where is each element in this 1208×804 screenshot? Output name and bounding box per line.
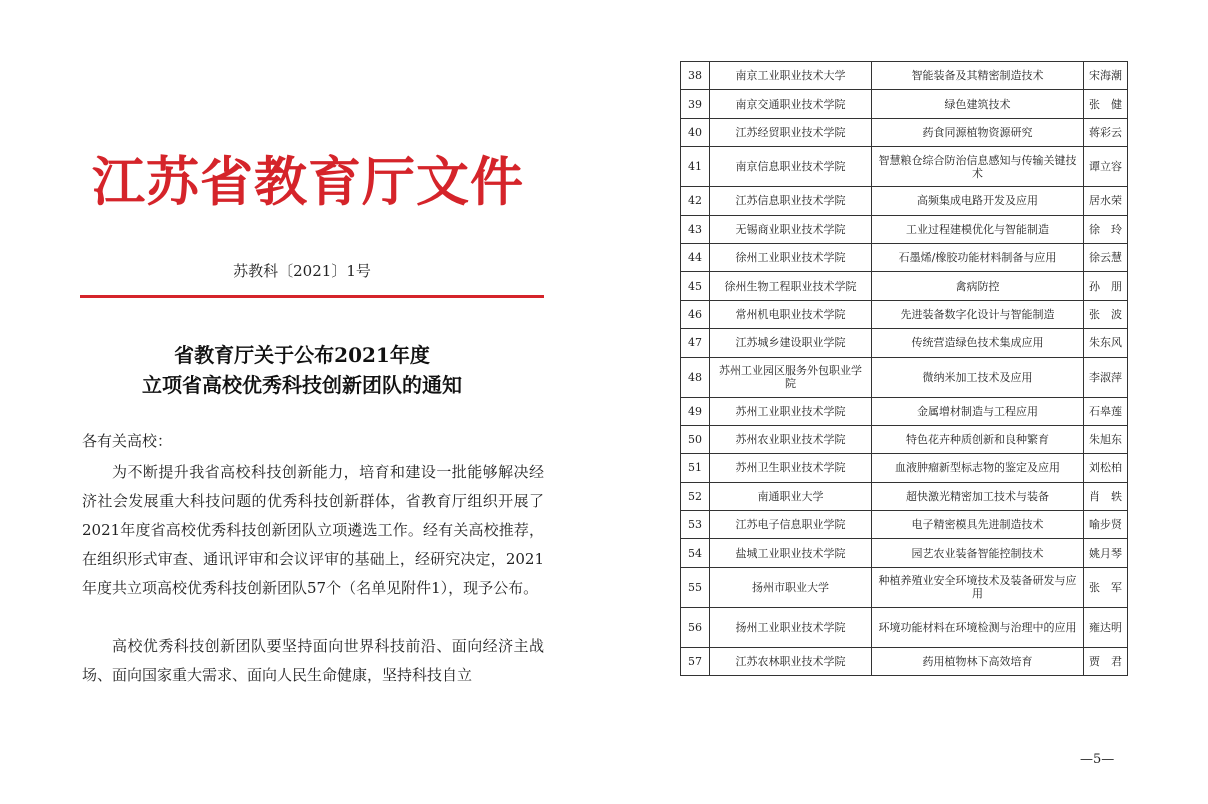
school-name: 江苏信息职业技术学院 <box>710 187 872 215</box>
project-name: 园艺农业装备智能控制技术 <box>872 539 1084 567</box>
table-row <box>681 607 1128 647</box>
table-row <box>681 397 1128 425</box>
row-number: 51 <box>681 454 710 482</box>
team-leader: 蒋彩云 <box>1084 118 1128 146</box>
document-header-title: 江苏省教育厅文件 <box>92 152 524 213</box>
project-name: 石墨烯/橡胶功能材料制备与应用 <box>872 243 1084 271</box>
table-row <box>681 62 1128 90</box>
document-number: 苏教科〔2021〕1号 <box>233 262 371 280</box>
school-name: 南通职业大学 <box>710 482 872 510</box>
row-number: 39 <box>681 90 710 118</box>
table-row <box>681 243 1128 271</box>
school-name: 扬州市职业大学 <box>710 567 872 607</box>
notice-title <box>0 340 604 400</box>
table-row <box>681 482 1128 510</box>
team-table-body <box>681 62 1128 676</box>
team-leader: 张 健 <box>1084 90 1128 118</box>
row-number: 44 <box>681 243 710 271</box>
team-leader: 贾 君 <box>1084 647 1128 675</box>
project-name: 传统营造绿色技术集成应用 <box>872 329 1084 357</box>
school-name: 南京信息职业技术学院 <box>710 147 872 187</box>
team-leader: 张 军 <box>1084 567 1128 607</box>
school-name: 苏州工业园区服务外包职业学院 <box>710 357 872 397</box>
school-name: 南京交通职业技术学院 <box>710 90 872 118</box>
team-leader: 肖 轶 <box>1084 482 1128 510</box>
project-name: 特色花卉种质创新和良种繁育 <box>872 425 1084 453</box>
project-name: 药用植物林下高效培育 <box>872 647 1084 675</box>
team-leader: 朱旭东 <box>1084 425 1128 453</box>
body-paragraph-1: 为不断提升我省高校科技创新能力，培育和建设一批能够解决经济社会发展重大科技问题的优秀科技创新群体，省教育厅组织开展了2021年度省高校优秀科技创新团队立项遴选工作。经有关高校推荐，在组织形式审查、通讯评审和会议评审的基础上，经研究决定，2021年度共立项高校优秀科技创新团队57个（名单见附件1），现予公布。 <box>82 463 544 597</box>
project-name: 智能装备及其精密制造技术 <box>872 62 1084 90</box>
table-row <box>681 511 1128 539</box>
row-number: 38 <box>681 62 710 90</box>
project-name: 环境功能材料在环境检测与治理中的应用 <box>872 607 1084 647</box>
row-number: 43 <box>681 215 710 243</box>
innovation-team-table <box>680 61 1128 676</box>
project-name: 血液肿瘤新型标志物的鉴定及应用 <box>872 454 1084 482</box>
school-name: 扬州工业职业技术学院 <box>710 607 872 647</box>
table-row <box>681 357 1128 397</box>
school-name: 江苏农林职业技术学院 <box>710 647 872 675</box>
row-number: 57 <box>681 647 710 675</box>
school-name: 盐城工业职业技术学院 <box>710 539 872 567</box>
row-number: 55 <box>681 567 710 607</box>
team-leader: 姚月琴 <box>1084 539 1128 567</box>
project-name: 超快激光精密加工技术与装备 <box>872 482 1084 510</box>
team-leader: 张 波 <box>1084 300 1128 328</box>
project-name: 绿色建筑技术 <box>872 90 1084 118</box>
table-row <box>681 329 1128 357</box>
table-row <box>681 90 1128 118</box>
project-name: 先进装备数字化设计与智能制造 <box>872 300 1084 328</box>
notice-title-line-2: 立项省高校优秀科技创新团队的通知 <box>142 373 462 397</box>
project-name: 电子精密模具先进制造技术 <box>872 511 1084 539</box>
table-row <box>681 539 1128 567</box>
row-number: 54 <box>681 539 710 567</box>
row-number: 50 <box>681 425 710 453</box>
school-name: 徐州工业职业技术学院 <box>710 243 872 271</box>
team-leader: 石皋莲 <box>1084 397 1128 425</box>
school-name: 常州机电职业技术学院 <box>710 300 872 328</box>
team-leader: 徐 玲 <box>1084 215 1128 243</box>
table-row <box>681 272 1128 300</box>
team-leader: 谭立容 <box>1084 147 1128 187</box>
school-name: 无锡商业职业技术学院 <box>710 215 872 243</box>
row-number: 48 <box>681 357 710 397</box>
table-row <box>681 425 1128 453</box>
school-name: 江苏电子信息职业学院 <box>710 511 872 539</box>
row-number: 41 <box>681 147 710 187</box>
table-row <box>681 567 1128 607</box>
table-row <box>681 300 1128 328</box>
row-number: 53 <box>681 511 710 539</box>
table-row <box>681 454 1128 482</box>
row-number: 42 <box>681 187 710 215</box>
team-leader: 雍达明 <box>1084 607 1128 647</box>
project-name: 种植养殖业安全环境技术及装备研发与应用 <box>872 567 1084 607</box>
row-number: 56 <box>681 607 710 647</box>
notice-title-line-1: 省教育厅关于公布2021年度 <box>174 343 430 367</box>
table-row <box>681 215 1128 243</box>
team-leader: 徐云慧 <box>1084 243 1128 271</box>
row-number: 52 <box>681 482 710 510</box>
table-row <box>681 647 1128 675</box>
project-name: 工业过程建模优化与智能制造 <box>872 215 1084 243</box>
school-name: 苏州卫生职业技术学院 <box>710 454 872 482</box>
row-number: 45 <box>681 272 710 300</box>
project-name: 禽病防控 <box>872 272 1084 300</box>
school-name: 苏州农业职业技术学院 <box>710 425 872 453</box>
table-row <box>681 147 1128 187</box>
row-number: 46 <box>681 300 710 328</box>
red-divider <box>80 295 544 298</box>
addressee: 各有关高校： <box>82 432 173 450</box>
school-name: 江苏城乡建设职业学院 <box>710 329 872 357</box>
table-row <box>681 118 1128 146</box>
team-leader: 居水荣 <box>1084 187 1128 215</box>
row-number: 49 <box>681 397 710 425</box>
project-name: 微纳米加工技术及应用 <box>872 357 1084 397</box>
page-number: —5— <box>1080 752 1115 767</box>
row-number: 40 <box>681 118 710 146</box>
school-name: 江苏经贸职业技术学院 <box>710 118 872 146</box>
table-row <box>681 187 1128 215</box>
team-leader: 朱东风 <box>1084 329 1128 357</box>
row-number: 47 <box>681 329 710 357</box>
team-leader: 孙 朋 <box>1084 272 1128 300</box>
project-name: 药食同源植物资源研究 <box>872 118 1084 146</box>
body-paragraph-2: 高校优秀科技创新团队要坚持面向世界科技前沿、面向经济主战场、面向国家重大需求、面向人民生命健康，坚持科技自立 <box>82 637 544 684</box>
team-leader: 李淑萍 <box>1084 357 1128 397</box>
project-name: 智慧粮仓综合防治信息感知与传输关键技术 <box>872 147 1084 187</box>
team-leader: 喻步贤 <box>1084 511 1128 539</box>
school-name: 南京工业职业技术大学 <box>710 62 872 90</box>
right-page <box>604 0 1208 804</box>
school-name: 徐州生物工程职业技术学院 <box>710 272 872 300</box>
team-leader: 刘松柏 <box>1084 454 1128 482</box>
team-leader: 宋海潮 <box>1084 62 1128 90</box>
project-name: 金属增材制造与工程应用 <box>872 397 1084 425</box>
school-name: 苏州工业职业技术学院 <box>710 397 872 425</box>
project-name: 高频集成电路开发及应用 <box>872 187 1084 215</box>
